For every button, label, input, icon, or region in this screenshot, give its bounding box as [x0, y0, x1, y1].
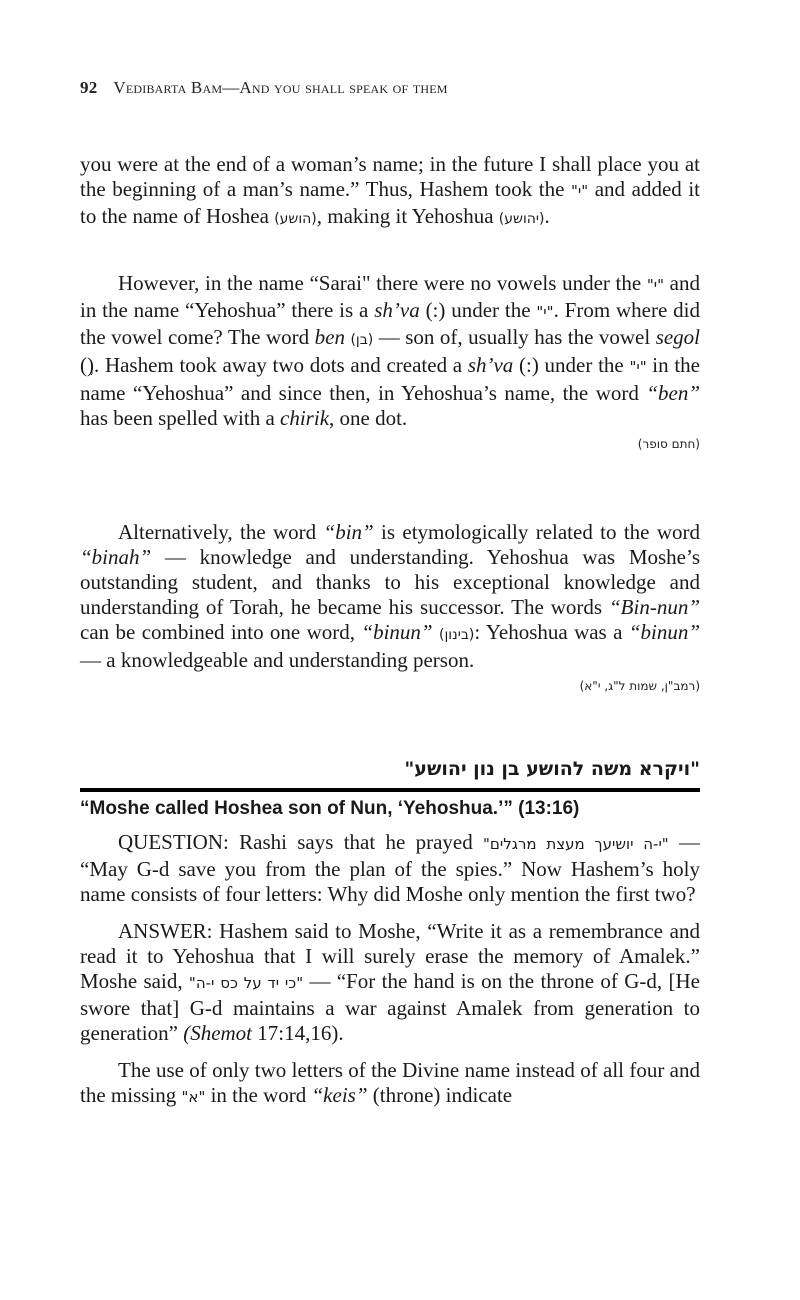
divine-name-paragraph: The use of only two letters of the Divine name instead of all four and the missing "א" in the word “keis” (throne) indicate: [80, 1058, 700, 1107]
answer-paragraph: ANSWER: Hashem said to Moshe, “Write it as a remembrance and read it to Yehoshua that I will surely erase the memory of Amalek.” Moshe said, "כי יד על כס י-ה" — “For the hand is on the throne of G-d, [He swore that] G-d maintains a war against Amalek from generation to generation” (Shemot 17:14,16).: [80, 919, 700, 1045]
continuation-paragraph: [80, 152, 700, 232]
verse-heading-block: [80, 758, 700, 820]
hebrew-word: (הושע): [274, 211, 317, 227]
hebrew-verse-heading: "ויקרא משה להושע בן נון יהושע": [404, 758, 700, 780]
running-title: Vedibarta Bam—And you shall speak of them: [113, 78, 448, 97]
paragraph-vowels: However, in the name “Sarai" there were no vowels under the "י" and in the name “Yehoshua” there is a sh’va (:) under the "י". From where did the vowel come? The word ben (בן) — son of, usually has the vowel segol (). Hashem took away two dots and created a sh’va (:) under the "י" in the name “Yehoshua” and since then, in Yehoshua’s name, the word “ben” has been spelled with a chirik, one dot.: [80, 271, 701, 430]
paragraph-binah: Alternatively, the word “bin” is etymologically related to the word “binah” — knowledge and understanding. Yehoshua was Moshe’s outstanding student, and thanks to his exceptional knowledge and understanding of Torah, he became his successor. The words “Bin-nun” can be combined into one word, “binun” (בינון): Yehoshua was a “binun” — a knowledgeable and understanding person.: [80, 520, 701, 672]
hebrew-quote: "י": [571, 182, 589, 200]
page-number: 92: [80, 78, 98, 97]
alternative-paragraph-block: [80, 520, 700, 693]
vowel-paragraph-block: [80, 271, 700, 451]
question-paragraph: QUESTION: Rashi says that he prayed "י-ה יושיעך מעצת מרגלים" — “May G-d save you from the plan of the spies.” Now Hashem’s holy name consists of four letters: Why did Moshe only mention the first two?: [80, 830, 700, 906]
source-citation: (חתם סופר): [637, 437, 700, 451]
question-answer-block: [80, 830, 700, 1110]
paragraph-yehoshua-name: you were at the end of a woman’s name; in the future I shall place you at the beginning of a man’s name.” Thus, Hashem took the "י" and added it to the name of Hoshea (הושע), making it Yehoshua (יהושע).: [80, 152, 701, 228]
hebrew-word: (יהושע): [498, 211, 545, 227]
heading-divider: [80, 788, 700, 792]
english-verse-heading: “Moshe called Hoshea son of Nun, ‘Yehoshua.’” (13:16): [80, 798, 580, 819]
source-citation: (רמב"ן, שמות ל"ג, י"א): [579, 679, 700, 693]
running-head: [80, 78, 448, 98]
